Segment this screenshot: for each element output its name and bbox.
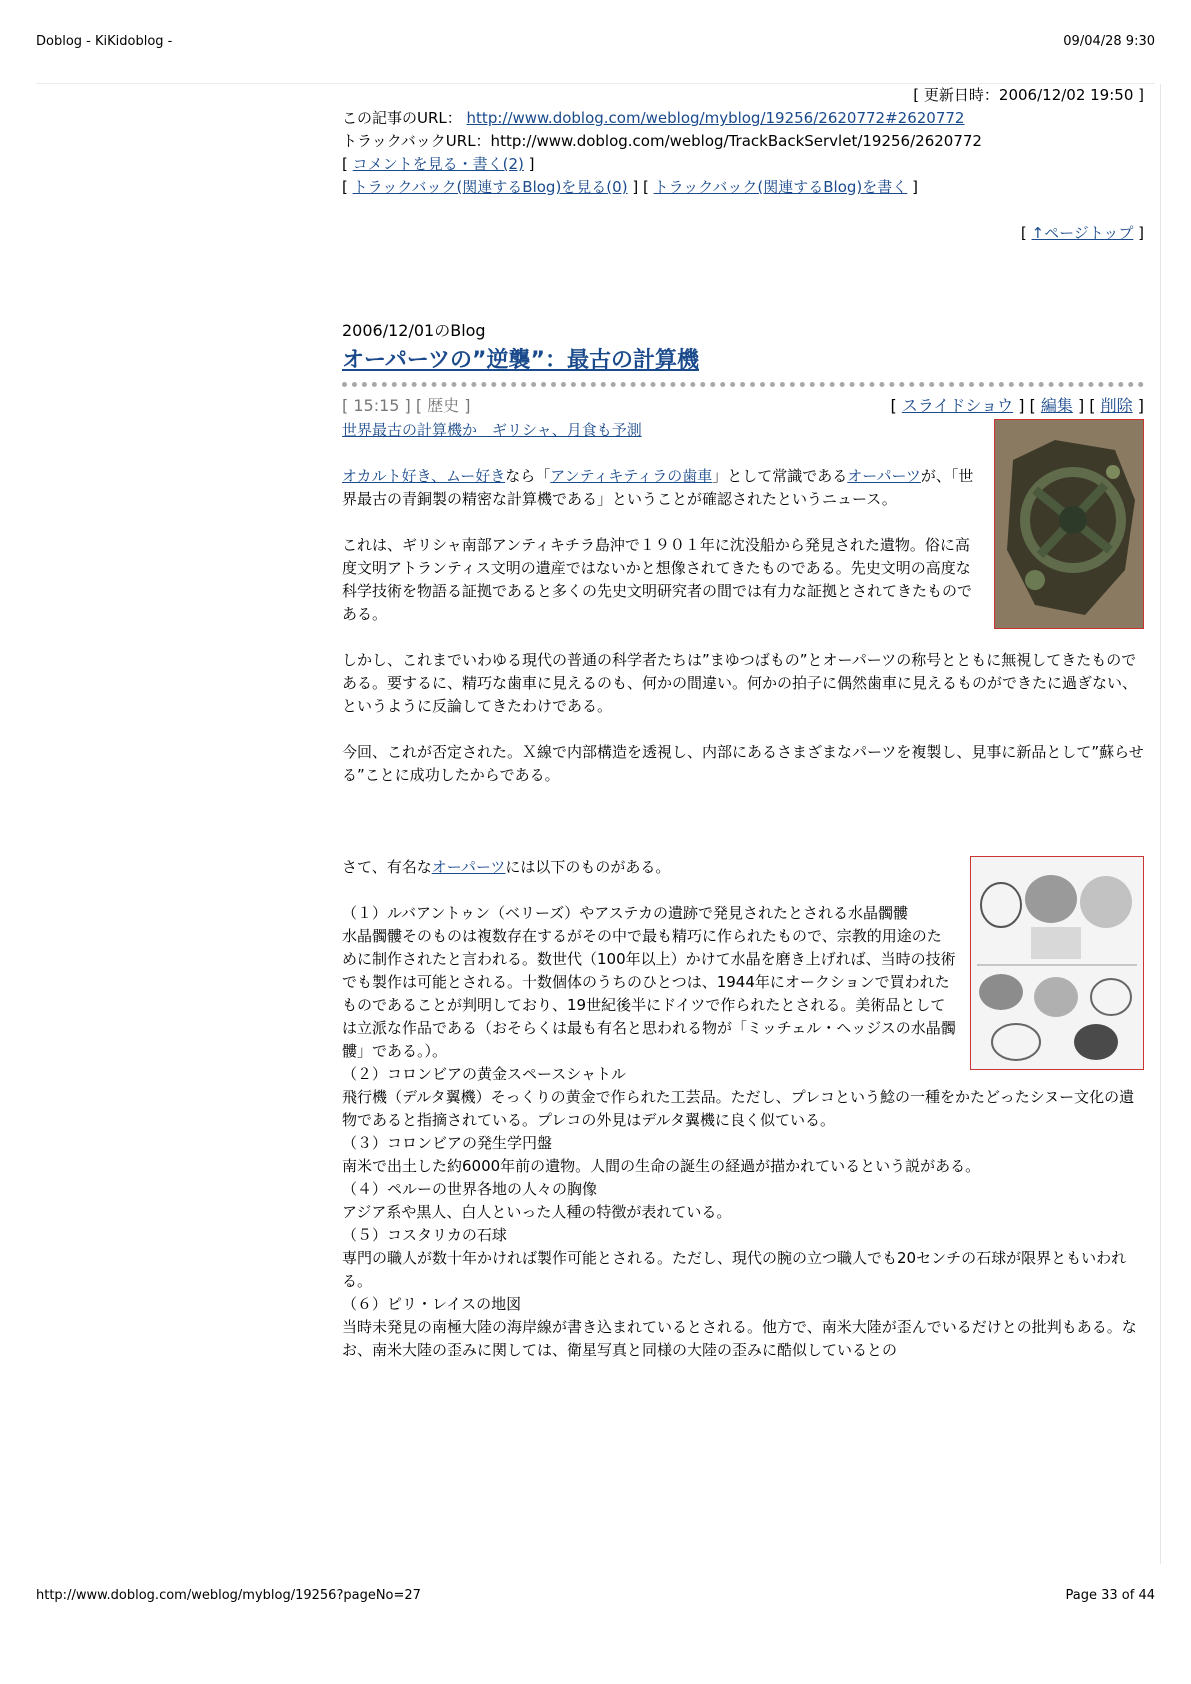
bracket: ] xyxy=(1138,224,1144,242)
text: 」として常識である xyxy=(712,467,848,485)
occult-link[interactable]: オカルト好き、ムー好き xyxy=(342,467,506,485)
delete-link[interactable]: 削除 xyxy=(1100,396,1133,415)
trackback-write-link[interactable]: トラックバック(関連するBlog)を書く xyxy=(653,178,908,196)
bracket: ] [ xyxy=(632,178,649,196)
entry-title-link[interactable]: オーパーツの”逆襲”：最古の計算機 xyxy=(342,348,699,373)
article-url-link[interactable]: http://www.doblog.com/weblog/myblog/19256/2620772#2620772 xyxy=(466,109,965,127)
page-top-link[interactable]: ↑ページトップ xyxy=(1031,224,1134,242)
text: なら「 xyxy=(505,467,551,485)
news-link[interactable]: 世界最古の計算機か ギリシャ、月食も予測 xyxy=(342,421,642,439)
entry-actions xyxy=(891,393,1144,419)
paragraph-4: 今回、これが否定された。Ｘ線で内部構造を透視し、内部にあるさまざまなパーツを複製し、見事に新品として”蘇らせる”ことに成功したからである。 xyxy=(342,743,1144,784)
item-3-heading: （３）コロンビアの発生学円盤 xyxy=(342,1134,553,1152)
entry-time-category: [ 15:15 ] [ 歴史 ] xyxy=(342,396,471,415)
item-5-body: 専門の職人が数十年かければ製作可能とされる。ただし、現代の腕の立つ職人でも20センチの石球が限界ともいわれる。 xyxy=(342,1249,1127,1290)
trackback-view-link[interactable]: トラックバック(関連するBlog)を見る(0) xyxy=(352,178,628,196)
item-2-body: 飛行機（デルタ翼機）そっくりの黄金で作られた工芸品。ただし、プレコという鯰の一種をかたどったシヌー文化の遺物であると指摘されている。プレコの外見はデルタ翼機に良く似ている。 xyxy=(342,1088,1135,1129)
print-footer-url: http://www.doblog.com/weblog/myblog/19256?pageNo=27 xyxy=(36,1588,421,1603)
entry-title xyxy=(342,346,1144,376)
bracket: [ xyxy=(890,396,897,415)
item-5-heading: （５）コスタリカの石球 xyxy=(342,1226,507,1244)
item-2-heading: （２）コロンビアの黄金スペースシャトル xyxy=(342,1065,626,1083)
bracket: [ xyxy=(342,178,348,196)
edit-link[interactable]: 編集 xyxy=(1040,396,1073,415)
page-top-row xyxy=(342,222,1144,245)
antikythera-link[interactable]: アンティキティラの歯車 xyxy=(550,467,713,485)
entry-meta-row xyxy=(342,393,1144,419)
trackback-row xyxy=(342,176,1144,199)
item-4-heading: （４）ペルーの世界各地の人々の胸像 xyxy=(342,1180,598,1198)
antikythera-mechanism-image[interactable] xyxy=(994,419,1144,629)
print-footer-page: Page 33 of 44 xyxy=(1065,1588,1155,1603)
page-right-border xyxy=(1160,84,1161,1564)
article-url-row xyxy=(342,107,1144,130)
paragraph-3: しかし、これまでいわゆる現代の普通の科学者たちは”まゆつばもの”とオーパーツの称号とともに無視してきたものである。要するに、精巧な歯車に見えるのも、何かの間違い。何かの拍子に偶然歯車に見えるものができたに過ぎない、というように反論してきたわけである。 xyxy=(342,651,1138,715)
item-6-body: 当時未発見の南極大陸の海岸線が書き込まれているとされる。他方で、南米大陸が歪んでいるだけとの批判もある。なお、南米大陸の歪みに関しては、衛星写真と同様の大陸の歪みに酷似しているとの xyxy=(342,1318,1137,1359)
item-6-heading: （６）ピリ・レイスの地図 xyxy=(342,1295,522,1313)
ooparts-link[interactable]: オーパーツ xyxy=(847,467,921,485)
crystal-skull-image[interactable] xyxy=(970,856,1144,1070)
blog-content xyxy=(342,84,1144,1362)
item-1-body: 水晶髑髏そのものは複数存在するがその中で最も精巧に作られたもので、宗教的用途のために制作されたと言われる。数世代（100年以上）かけて水晶を磨き上げれば、当時の技術でも製作は可能とされる。十数個体のうちのひとつは、1944年にオークションで買われたものであることが判明しており、19世紀後半にドイツで作られたとされる。美術品としては立派な作品である（おそらくは最も有名と思われる物が「ミッチェル・ヘッジスの水晶髑髏」である。）。 xyxy=(342,927,956,1060)
bracket: ] xyxy=(528,155,535,173)
print-header-title: Doblog - KiKidoblog - xyxy=(36,34,173,49)
item-1-heading: （１）ルバアントゥン（ベリーズ）やアステカの遺跡で発見されたとされる水晶髑髏 xyxy=(342,904,909,922)
print-header-datetime: 09/04/28 9:30 xyxy=(1063,34,1155,49)
antikythera-photo-graphic xyxy=(995,420,1143,628)
bracket: [ xyxy=(1020,224,1027,242)
bracket: ] xyxy=(1137,396,1144,415)
ooparts-link-2[interactable]: オーパーツ xyxy=(431,858,506,876)
comment-row xyxy=(342,153,1144,176)
item-4-body: アジア系や黒人、白人といった人種の特徴が表れている。 xyxy=(342,1203,732,1221)
paragraph-2: これは、ギリシャ南部アンティキチラ島沖で１９０１年に沈没船から発見された遺物。俗に高度文明アトランティス文明の遺産ではないかと想像されてきたものである。先史文明の高度な科学技術を物語る証拠であると多くの先史文明研究者の間では有力な証拠とされてきたものである。 xyxy=(342,536,973,623)
trackback-url: トラックバックURL：http://www.doblog.com/weblog/TrackBackServlet/19256/2620772 xyxy=(342,132,982,150)
title-divider xyxy=(342,382,1144,387)
text: には以下のものがある。 xyxy=(505,858,671,876)
bracket: ] xyxy=(912,178,918,196)
text: さて、有名な xyxy=(342,858,432,876)
bracket: ] [ xyxy=(1077,396,1096,415)
bracket: ] [ xyxy=(1018,396,1036,415)
spacer xyxy=(342,787,1144,856)
crystal-skull-collage-graphic xyxy=(971,857,1143,1069)
slideshow-link[interactable]: スライドショウ xyxy=(901,396,1014,415)
article-url-label: この記事のURL： xyxy=(342,109,462,127)
bracket: [ xyxy=(342,155,348,173)
entry-date-heading: 2006/12/01のBlog xyxy=(342,321,486,340)
comment-link[interactable]: コメントを見る・書く(2) xyxy=(352,155,524,173)
spacer xyxy=(342,718,1144,741)
text: が、「世界最古の青銅製の精密な計算機である」ということが確認されたというニュース。 xyxy=(342,467,974,508)
item-3-body: 南米で出土した約6000年前の遺物。人間の生命の誕生の経過が描かれているという説がある。 xyxy=(342,1157,981,1175)
updated-timestamp: [ 更新日時：2006/12/02 19:50 ] xyxy=(913,86,1144,104)
